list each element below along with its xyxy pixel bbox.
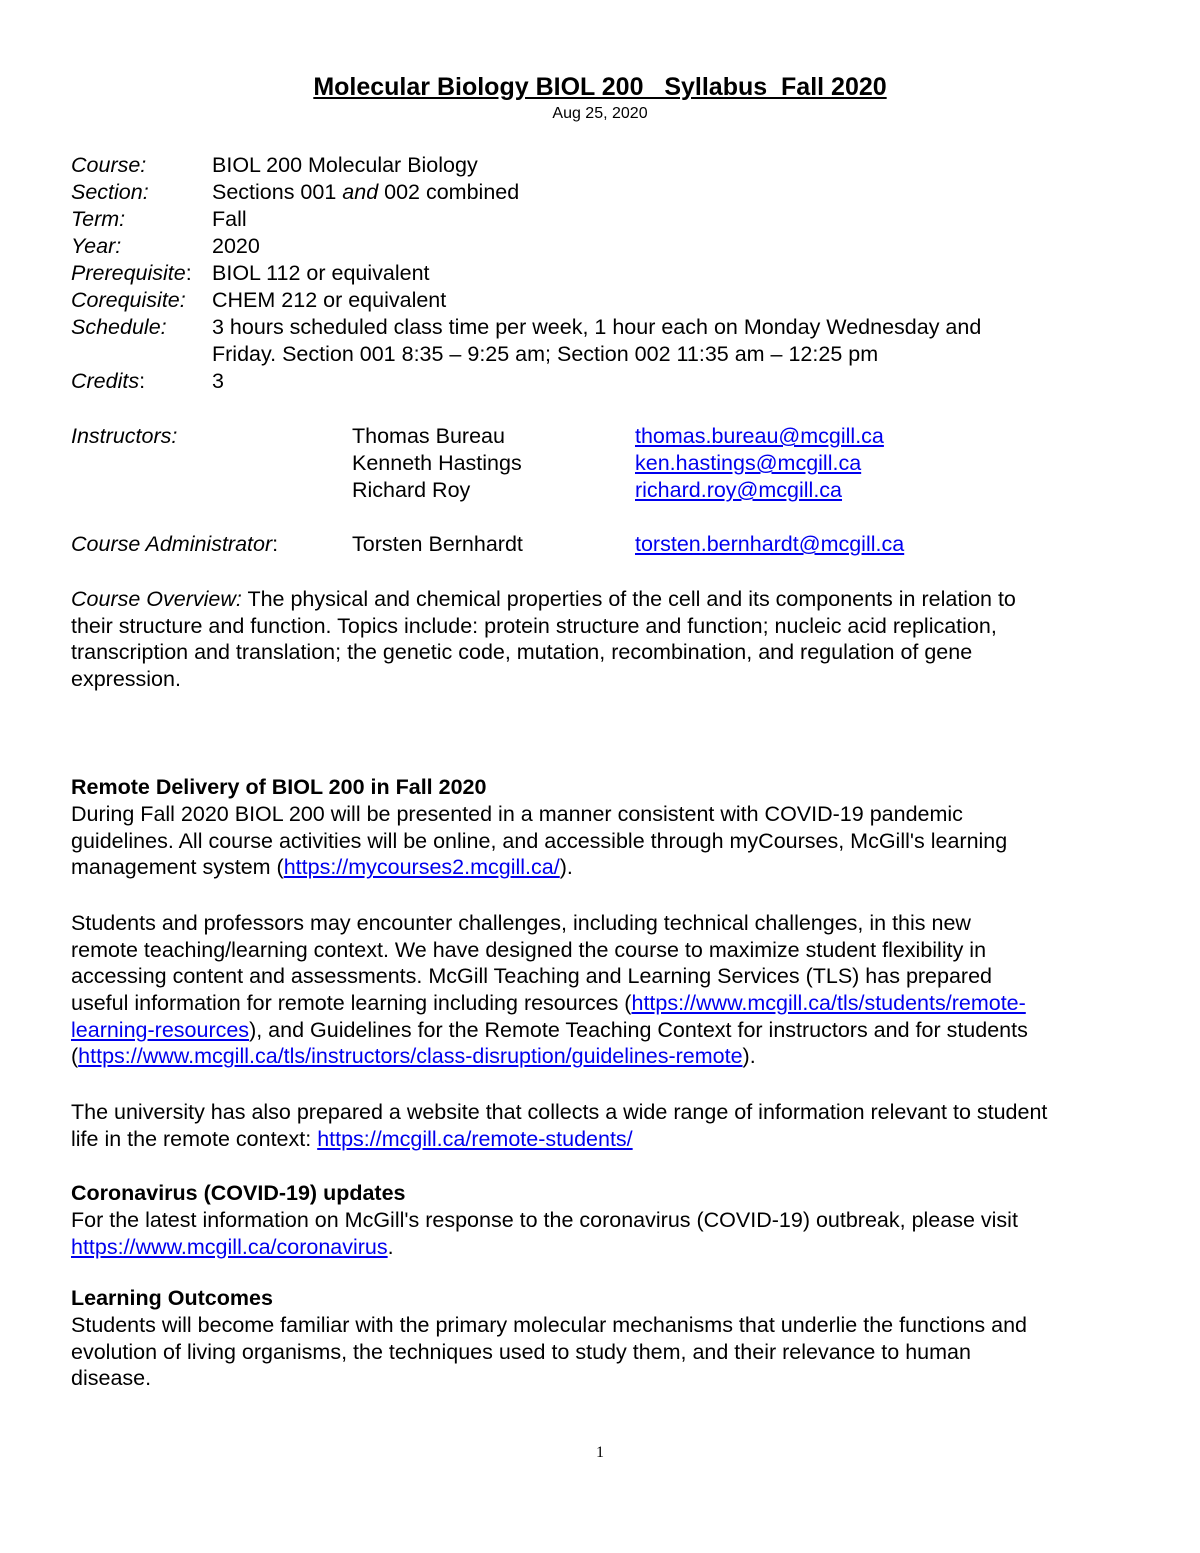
instructor-name: Richard Roy [352, 478, 471, 502]
paragraph-line: guidelines. All course activities will be online, and accessible through myCourses, McGill's learning [71, 828, 1008, 853]
instructor-email-link[interactable]: richard.roy@mcgill.ca [635, 478, 843, 502]
prerequisite-label-text: Prerequisite [71, 261, 186, 285]
term-value: Fall [212, 207, 247, 231]
credits-value: 3 [212, 369, 224, 393]
overview-line [71, 586, 1141, 613]
paragraph-line: Students and professors may encounter challenges, including technical challenges, in this new [71, 911, 971, 935]
overview-line: their structure and function. Topics include: protein structure and function; nucleic acid replication, [71, 613, 997, 638]
administrator-label-colon: : [272, 532, 279, 556]
instructor-email-link[interactable]: thomas.bureau@mcgill.ca [635, 424, 884, 448]
schedule-value-line2: Friday. Section 001 8:35 – 9:25 am; Section 002 11:35 am – 12:25 pm [212, 342, 879, 366]
administrator-label-text: Course Administrator [71, 532, 273, 556]
year-value: 2020 [212, 234, 260, 258]
covid-updates-paragraph [71, 1207, 1141, 1260]
prerequisite-label-colon: : [185, 261, 192, 285]
instructors-label: Instructors: [71, 424, 178, 448]
instructor-email-link[interactable]: ken.hastings@mcgill.ca [635, 451, 862, 475]
corequisite-value: CHEM 212 or equivalent [212, 288, 447, 312]
paragraph-line: remote teaching/learning context. We have designed the course to maximize student flexibility in [71, 937, 987, 962]
paragraph-line [71, 1017, 1141, 1044]
schedule-label: Schedule: [71, 315, 167, 339]
paragraph-line: For the latest information on McGill's response to the coronavirus (COVID-19) outbreak, please visit [71, 1208, 1018, 1232]
section-value-post: 002 combined [378, 180, 520, 204]
schedule-value-line1: 3 hours scheduled class time per week, 1 hour each on Monday Wednesday and [212, 315, 982, 339]
remote-delivery-heading: Remote Delivery of BIOL 200 in Fall 2020 [71, 775, 487, 799]
overview-line: transcription and translation; the genetic code, mutation, recombination, and regulation of gene [71, 640, 973, 665]
credits-label-text: Credits [71, 369, 140, 393]
instructor-name: Kenneth Hastings [352, 451, 522, 475]
paragraph-line: disease. [71, 1366, 152, 1391]
document-title: Molecular Biology BIOL 200 Syllabus Fall 2020 [313, 73, 887, 101]
text-fragment: life in the remote context: [71, 1126, 318, 1151]
paragraph-line: evolution of living organisms, the techniques used to study them, and their relevance to human [71, 1339, 971, 1364]
remote-delivery-paragraph-2 [71, 910, 1141, 1070]
administrator-email-link[interactable]: torsten.bernhardt@mcgill.ca [635, 532, 905, 556]
remote-learning-resources-link[interactable]: learning-resources [71, 1017, 250, 1042]
text-fragment: useful information for remote learning including resources ( [71, 991, 632, 1016]
document-date: Aug 25, 2020 [552, 105, 648, 122]
instructor-name: Thomas Bureau [352, 424, 505, 448]
remote-learning-resources-link[interactable]: https://www.mcgill.ca/tls/students/remote- [631, 991, 1026, 1016]
credits-label-colon: : [139, 369, 146, 393]
paragraph-line: accessing content and assessments. McGill Teaching and Learning Services (TLS) has prepared [71, 964, 993, 989]
section-label: Section: [71, 180, 149, 204]
text-fragment: ( [71, 1044, 79, 1069]
remote-delivery-paragraph-1 [71, 801, 1141, 881]
paragraph-line [71, 854, 1141, 881]
paragraph-line: Students will become familiar with the primary molecular mechanisms that underlie the functions and [71, 1313, 1027, 1337]
paragraph-line [71, 1234, 1141, 1261]
learning-outcomes-heading: Learning Outcomes [71, 1286, 273, 1310]
prerequisite-label [71, 260, 192, 287]
remote-students-link[interactable]: https://mcgill.ca/remote-students/ [317, 1126, 633, 1151]
page-number: 1 [596, 1444, 604, 1461]
administrator-name: Torsten Bernhardt [352, 532, 523, 556]
guidelines-remote-link[interactable]: https://www.mcgill.ca/tls/instructors/class-disruption/guidelines-remote [78, 1044, 743, 1069]
text-fragment: ). [559, 855, 573, 880]
coronavirus-link[interactable]: https://www.mcgill.ca/coronavirus [71, 1234, 388, 1259]
course-value: BIOL 200 Molecular Biology [212, 153, 478, 177]
paragraph-line [71, 1043, 1141, 1070]
course-label: Course: [71, 153, 147, 177]
paragraph-line: The university has also prepared a website that collects a wide range of information relevant to student [71, 1100, 1048, 1124]
corequisite-label: Corequisite: [71, 288, 186, 312]
text-fragment: . [387, 1234, 394, 1259]
section-value-pre: Sections 001 [212, 180, 343, 204]
overview-line: expression. [71, 667, 181, 692]
section-value-emphasis: and [342, 180, 379, 204]
text-fragment: ), and Guidelines for the Remote Teaching Context for instructors and for students [249, 1017, 1028, 1042]
mycourses-link[interactable]: https://mycourses2.mcgill.ca/ [283, 855, 560, 880]
overview-label: Course Overview: [71, 587, 242, 611]
paragraph-line [71, 1126, 1141, 1153]
term-label: Term: [71, 207, 126, 231]
administrator-label [71, 531, 278, 558]
text-fragment: management system ( [71, 855, 284, 880]
overview-text: The physical and chemical properties of the cell and its components in relation to [241, 587, 1016, 611]
paragraph-line: During Fall 2020 BIOL 200 will be presented in a manner consistent with COVID-19 pandemic [71, 802, 963, 826]
credits-label [71, 368, 145, 395]
learning-outcomes-paragraph [71, 1312, 1141, 1392]
paragraph-line [71, 990, 1141, 1017]
prerequisite-value: BIOL 112 or equivalent [212, 261, 430, 285]
section-value [212, 179, 519, 206]
remote-delivery-paragraph-3 [71, 1099, 1141, 1152]
year-label: Year: [71, 234, 122, 258]
text-fragment: ). [742, 1044, 756, 1069]
covid-updates-heading: Coronavirus (COVID-19) updates [71, 1181, 406, 1205]
course-overview [71, 586, 1141, 693]
